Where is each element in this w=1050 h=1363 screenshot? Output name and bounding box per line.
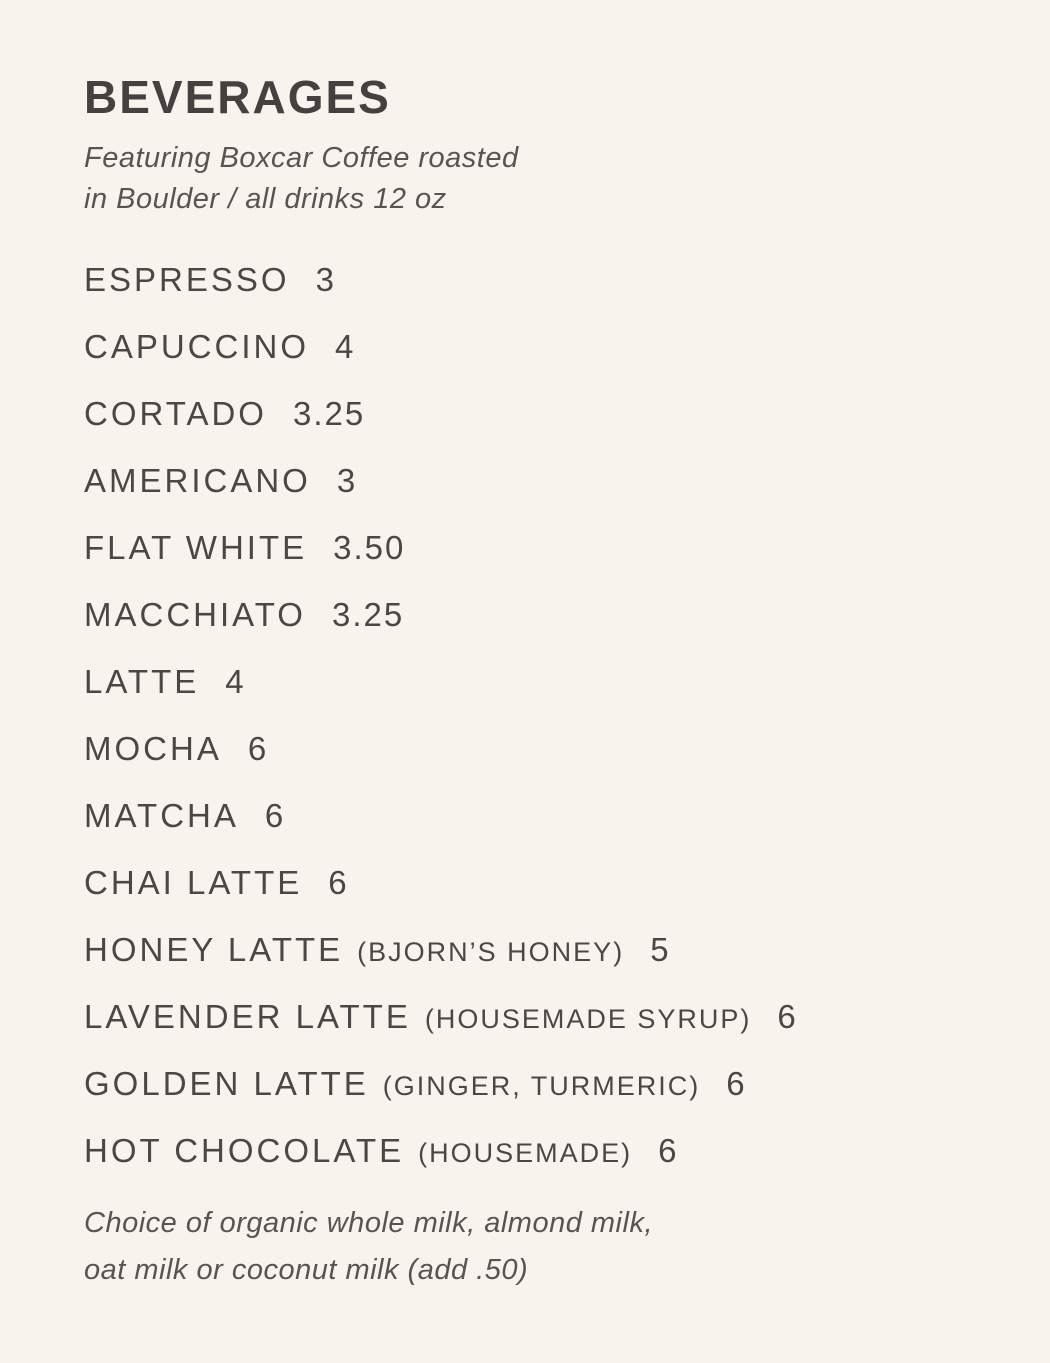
menu-item bbox=[84, 715, 990, 782]
item-price: 3 bbox=[336, 462, 358, 499]
item-note: (HOUSEMADE) bbox=[418, 1138, 633, 1168]
menu-subtitle-line2: in Boulder / all drinks 12 oz bbox=[84, 183, 447, 215]
item-price: 6 bbox=[247, 730, 269, 767]
item-name: CAPUCCINO bbox=[84, 328, 310, 365]
item-name: MACCHIATO bbox=[84, 596, 306, 633]
menu-item bbox=[84, 313, 990, 380]
menu-item bbox=[84, 782, 990, 849]
item-name: MOCHA bbox=[84, 730, 222, 767]
item-price: 6 bbox=[726, 1065, 747, 1102]
item-name: ESPRESSO bbox=[84, 261, 290, 298]
item-price: 5 bbox=[650, 931, 671, 968]
menu-item-list bbox=[84, 246, 990, 1184]
item-name: HOT CHOCOLATE bbox=[84, 1132, 405, 1169]
item-name: LAVENDER LATTE bbox=[84, 998, 411, 1035]
menu-subtitle-line1: Featuring Boxcar Coffee roasted bbox=[84, 142, 519, 174]
menu-item bbox=[84, 1117, 990, 1184]
menu-item bbox=[84, 380, 990, 447]
item-name: CHAI LATTE bbox=[84, 864, 303, 901]
menu-item bbox=[84, 1050, 990, 1117]
menu-item bbox=[84, 514, 990, 581]
menu-footer bbox=[84, 1200, 990, 1294]
item-price: 3.25 bbox=[331, 596, 405, 633]
menu-item bbox=[84, 581, 990, 648]
menu-subtitle bbox=[84, 138, 990, 220]
item-price: 6 bbox=[328, 864, 349, 901]
item-note: (HOUSEMADE SYRUP) bbox=[424, 1004, 752, 1034]
item-price: 3.50 bbox=[333, 529, 406, 566]
item-name: CORTADO bbox=[84, 395, 267, 432]
item-name: MATCHA bbox=[84, 797, 239, 834]
item-price: 3.25 bbox=[292, 395, 366, 432]
item-name: FLAT WHITE bbox=[84, 529, 308, 566]
item-price: 6 bbox=[264, 797, 286, 834]
item-price: 6 bbox=[658, 1132, 679, 1169]
menu-item bbox=[84, 447, 990, 514]
menu-item bbox=[84, 849, 990, 916]
item-price: 4 bbox=[225, 663, 246, 700]
item-name: LATTE bbox=[84, 663, 200, 700]
item-note: (BJORN’S HONEY) bbox=[357, 937, 625, 967]
menu-footer-line1: Choice of organic whole milk, almond milk, bbox=[84, 1207, 653, 1239]
item-price: 4 bbox=[335, 328, 356, 365]
menu-footer-line2: oat milk or coconut milk (add .50) bbox=[84, 1254, 529, 1286]
item-price: 3 bbox=[315, 261, 336, 298]
menu-item bbox=[84, 983, 990, 1050]
menu-item bbox=[84, 916, 990, 983]
menu-item bbox=[84, 648, 990, 715]
item-name: AMERICANO bbox=[84, 462, 311, 499]
item-name: HONEY LATTE bbox=[84, 931, 344, 968]
menu-item bbox=[84, 246, 990, 313]
menu-section-title: BEVERAGES bbox=[84, 71, 391, 123]
item-price: 6 bbox=[777, 998, 798, 1035]
item-note: (GINGER, TURMERIC) bbox=[382, 1071, 701, 1101]
item-name: GOLDEN LATTE bbox=[84, 1065, 369, 1102]
